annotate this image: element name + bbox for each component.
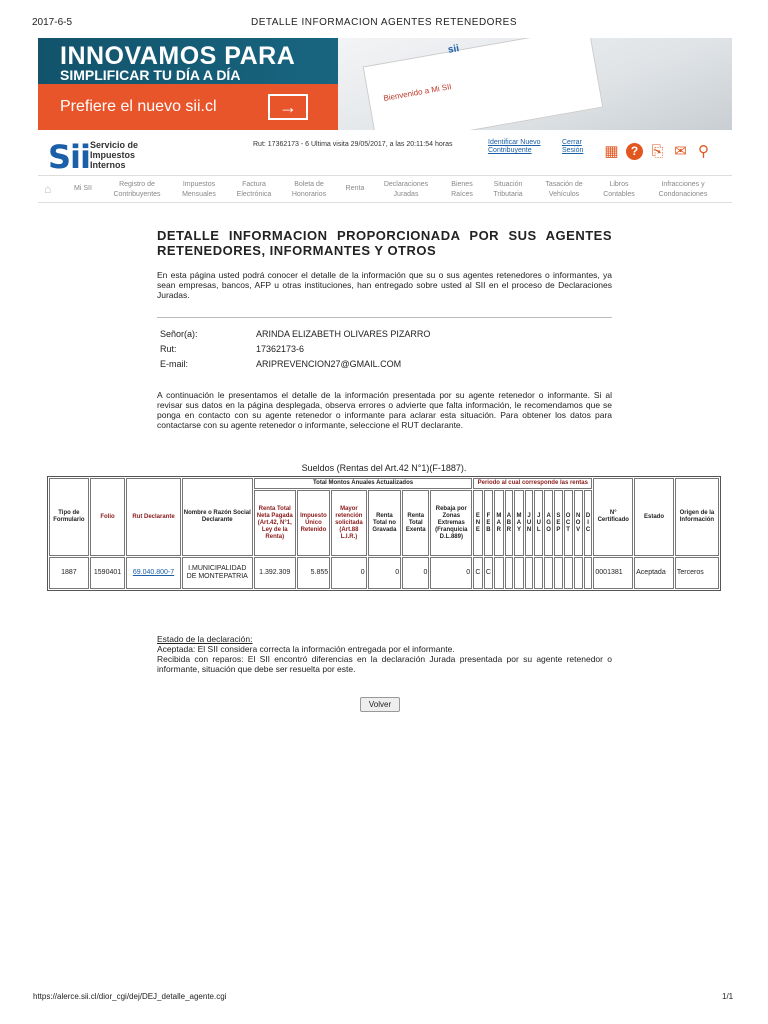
col-rut: Rut Declarante: [126, 478, 180, 556]
help-icon[interactable]: ?: [626, 143, 643, 160]
withholding-table: [47, 476, 721, 591]
col-mayor: Mayor retención solicitada (Art.88 L.I.R.): [331, 490, 367, 556]
divider: [157, 317, 612, 318]
cell-month-ene: C: [473, 557, 482, 589]
cell-impuesto: 5.855: [297, 557, 330, 589]
col-month-nov: N O V: [574, 490, 583, 556]
cell-renta-neta: 1.392.309: [254, 557, 296, 589]
col-rebaja: Rebaja por Zonas Extremas (Franquicia D.L.889): [430, 490, 472, 556]
main-nav: [38, 175, 732, 203]
cell-month-oct: [564, 557, 573, 589]
cell-month-mar: [494, 557, 503, 589]
documents-icon[interactable]: ⎘: [651, 143, 664, 160]
col-month-abr: A B R: [505, 490, 514, 556]
back-button[interactable]: Volver: [360, 697, 400, 712]
nav-item-mi-sii[interactable]: Mi SII: [74, 185, 92, 192]
cell-month-feb: C: [484, 557, 493, 589]
col-renta-neta: Renta Total Neta Pagada (Art.42, N°1, Ley de la Renta): [254, 490, 296, 556]
col-month-may: M A Y: [514, 490, 523, 556]
cell-month-jul: [534, 557, 543, 589]
cell-certificado: 0001381: [593, 557, 633, 589]
arrow-right-icon[interactable]: →: [268, 94, 308, 120]
status-accepted: Aceptada: El SII considera correcta la información entregada por el informante.: [157, 644, 455, 654]
col-month-ene: E N E: [473, 490, 482, 556]
cell-origen: Terceros: [675, 557, 719, 589]
logo-text: Servicio de Impuestos Internos: [90, 140, 139, 170]
contact-paragraph: A continuación le presentamos el detalle de la información presentada por su agente retenedor o informante. Si al revisar sus datos en la página desplegada, observa errores o advierte que falta información, le recomendamos que se ponga en contacto con su agente retenedor o informante para aclarar esta situación. Para obtener los datos para contactarse con su agente retenedor o informante, seleccione el RUT declarante.: [157, 390, 612, 430]
cell-month-nov: [574, 557, 583, 589]
col-month-ago: A G O: [544, 490, 553, 556]
cell-folio: 1590401: [90, 557, 126, 589]
rut-value: 17362173-6: [256, 344, 305, 354]
banner-line2: SIMPLIFICAR TU DÍA A DÍA: [60, 67, 241, 83]
col-month-jun: J U N: [525, 490, 534, 556]
cell-nombre: I.MUNICIPALIDAD DE MONTEPATRIA: [182, 557, 253, 589]
col-nombre: Nombre o Razón Social Declarante: [182, 478, 253, 556]
col-month-mar: M A R: [494, 490, 503, 556]
identify-contributor-link[interactable]: Identificar Nuevo Contribuyente: [488, 139, 541, 154]
col-no-gravada: Renta Total no Gravada: [368, 490, 401, 556]
cell-month-sep: [554, 557, 562, 589]
nav-item-impuestos[interactable]: Impuestos Mensuales: [182, 181, 216, 198]
banner-sii-brand: sii: [447, 43, 460, 56]
home-icon[interactable]: ⌂: [44, 182, 52, 196]
cell-no-gravada: 0: [368, 557, 401, 589]
status-received-with-objections: Recibida con reparos: El SII encontró diferencias en la declaración Jurada presentada por su agente retenedor o informante, situación que debe ser resuelta por este.: [157, 654, 612, 674]
nav-item-tasacion[interactable]: Tasación de Vehículos: [545, 181, 583, 198]
calendar-icon[interactable]: ▦: [604, 143, 619, 160]
nav-item-registro[interactable]: Registro de Contribuyentes: [113, 181, 161, 198]
header-icons: [603, 143, 712, 160]
nav-item-declaraciones[interactable]: Declaraciones Juradas: [383, 181, 429, 198]
col-periodo-group: Periodo al cual corresponde las rentas: [473, 478, 592, 489]
nav-item-renta[interactable]: Renta: [345, 185, 365, 192]
col-month-feb: F E B: [484, 490, 493, 556]
name-label: Señor(a):: [160, 329, 198, 339]
cell-estado: Aceptada: [634, 557, 674, 589]
cell-tipo: 1887: [49, 557, 89, 589]
cell-mayor: 0: [331, 557, 367, 589]
email-label: E-mail:: [160, 359, 189, 369]
cell-exenta: 0: [402, 557, 429, 589]
banner-welcome-text: Bienvenido a Mi SII: [382, 82, 453, 103]
mail-icon[interactable]: ✉: [674, 143, 687, 160]
col-month-jul: J U L: [534, 490, 543, 556]
col-origen: Origen de la Información: [675, 478, 719, 556]
nav-item-boleta[interactable]: Boleta de Honorarios: [291, 181, 327, 198]
intro-paragraph: En esta página usted podrá conocer el detalle de la información que su o sus agentes retenedores o informantes, ya sean empresas, bancos, AFP u otras instituciones, han entregado sobre usted al SII en el proceso de Declaraciones Juradas.: [157, 270, 612, 300]
rut-declarante-link[interactable]: 69.040.800-7: [132, 569, 175, 576]
cell-month-dic: [584, 557, 593, 589]
name-value: ARINDA ELIZABETH OLIVARES PIZARRO: [256, 329, 431, 339]
col-month-sep: S E P: [554, 490, 562, 556]
rut-label: Rut:: [160, 344, 177, 354]
nav-item-situacion[interactable]: Situación Tributaria: [493, 181, 523, 198]
table-title: Sueldos (Rentas del Art.42 N°1)(F-1887).: [301, 463, 467, 473]
col-montos-group: Total Montos Anuales Actualizados: [254, 478, 472, 489]
col-estado: Estado: [634, 478, 674, 556]
banner-line1: INNOVAMOS PARA: [60, 42, 296, 70]
col-folio: Folio: [90, 478, 126, 556]
user-session-info: Rut: 17362173 - 6 Ultima visita 29/05/2017, a las 20:11:54 horas: [253, 141, 453, 148]
cell-rebaja: 0: [430, 557, 472, 589]
print-date: 2017-6-5: [32, 17, 73, 28]
page-url: https://alerce.sii.cl/dior_cgi/dej/DEJ_detalle_agente.cgi: [33, 992, 227, 1001]
email-value: ARIPREVENCION27@GMAIL.COM: [256, 359, 402, 369]
promo-banner[interactable]: [38, 38, 732, 130]
cell-month-jun: [525, 557, 534, 589]
cell-month-ago: [544, 557, 553, 589]
logout-link[interactable]: Cerrar Sesión: [562, 139, 584, 154]
nav-item-infracciones[interactable]: Infracciones y Condonaciones: [658, 181, 708, 198]
nav-item-factura[interactable]: Factura Electrónica: [236, 181, 272, 198]
nav-item-bienes[interactable]: Bienes Raíces: [451, 181, 473, 198]
page-number: 1/1: [722, 992, 734, 1001]
col-impuesto: Impuesto Único Retenido: [297, 490, 330, 556]
logo-mark: Sii: [48, 138, 90, 176]
col-tipo: Tipo de Formulario: [49, 478, 89, 556]
col-certificado: N° Certificado: [593, 478, 633, 556]
table-row: [49, 557, 719, 589]
declaration-status-legend: [157, 634, 612, 674]
status-heading: Estado de la declaración:: [157, 634, 253, 644]
print-title: DETALLE INFORMACION AGENTES RETENEDORES: [250, 17, 518, 28]
banner-cta[interactable]: Prefiere el nuevo sii.cl: [60, 98, 217, 115]
col-exenta: Renta Total Exenta: [402, 490, 429, 556]
sii-logo[interactable]: [48, 138, 139, 176]
nav-item-libros[interactable]: Libros Contables: [603, 181, 635, 198]
cell-rut: [126, 557, 180, 589]
cell-month-may: [514, 557, 523, 589]
search-icon[interactable]: ⚲: [698, 143, 709, 160]
cell-month-abr: [505, 557, 514, 589]
col-month-oct: O C T: [564, 490, 573, 556]
page-title: DETALLE INFORMACION PROPORCIONADA POR SUS AGENTES RETENEDORES, INFORMANTES Y OTROS: [157, 228, 612, 258]
col-month-dic: D I C: [584, 490, 593, 556]
